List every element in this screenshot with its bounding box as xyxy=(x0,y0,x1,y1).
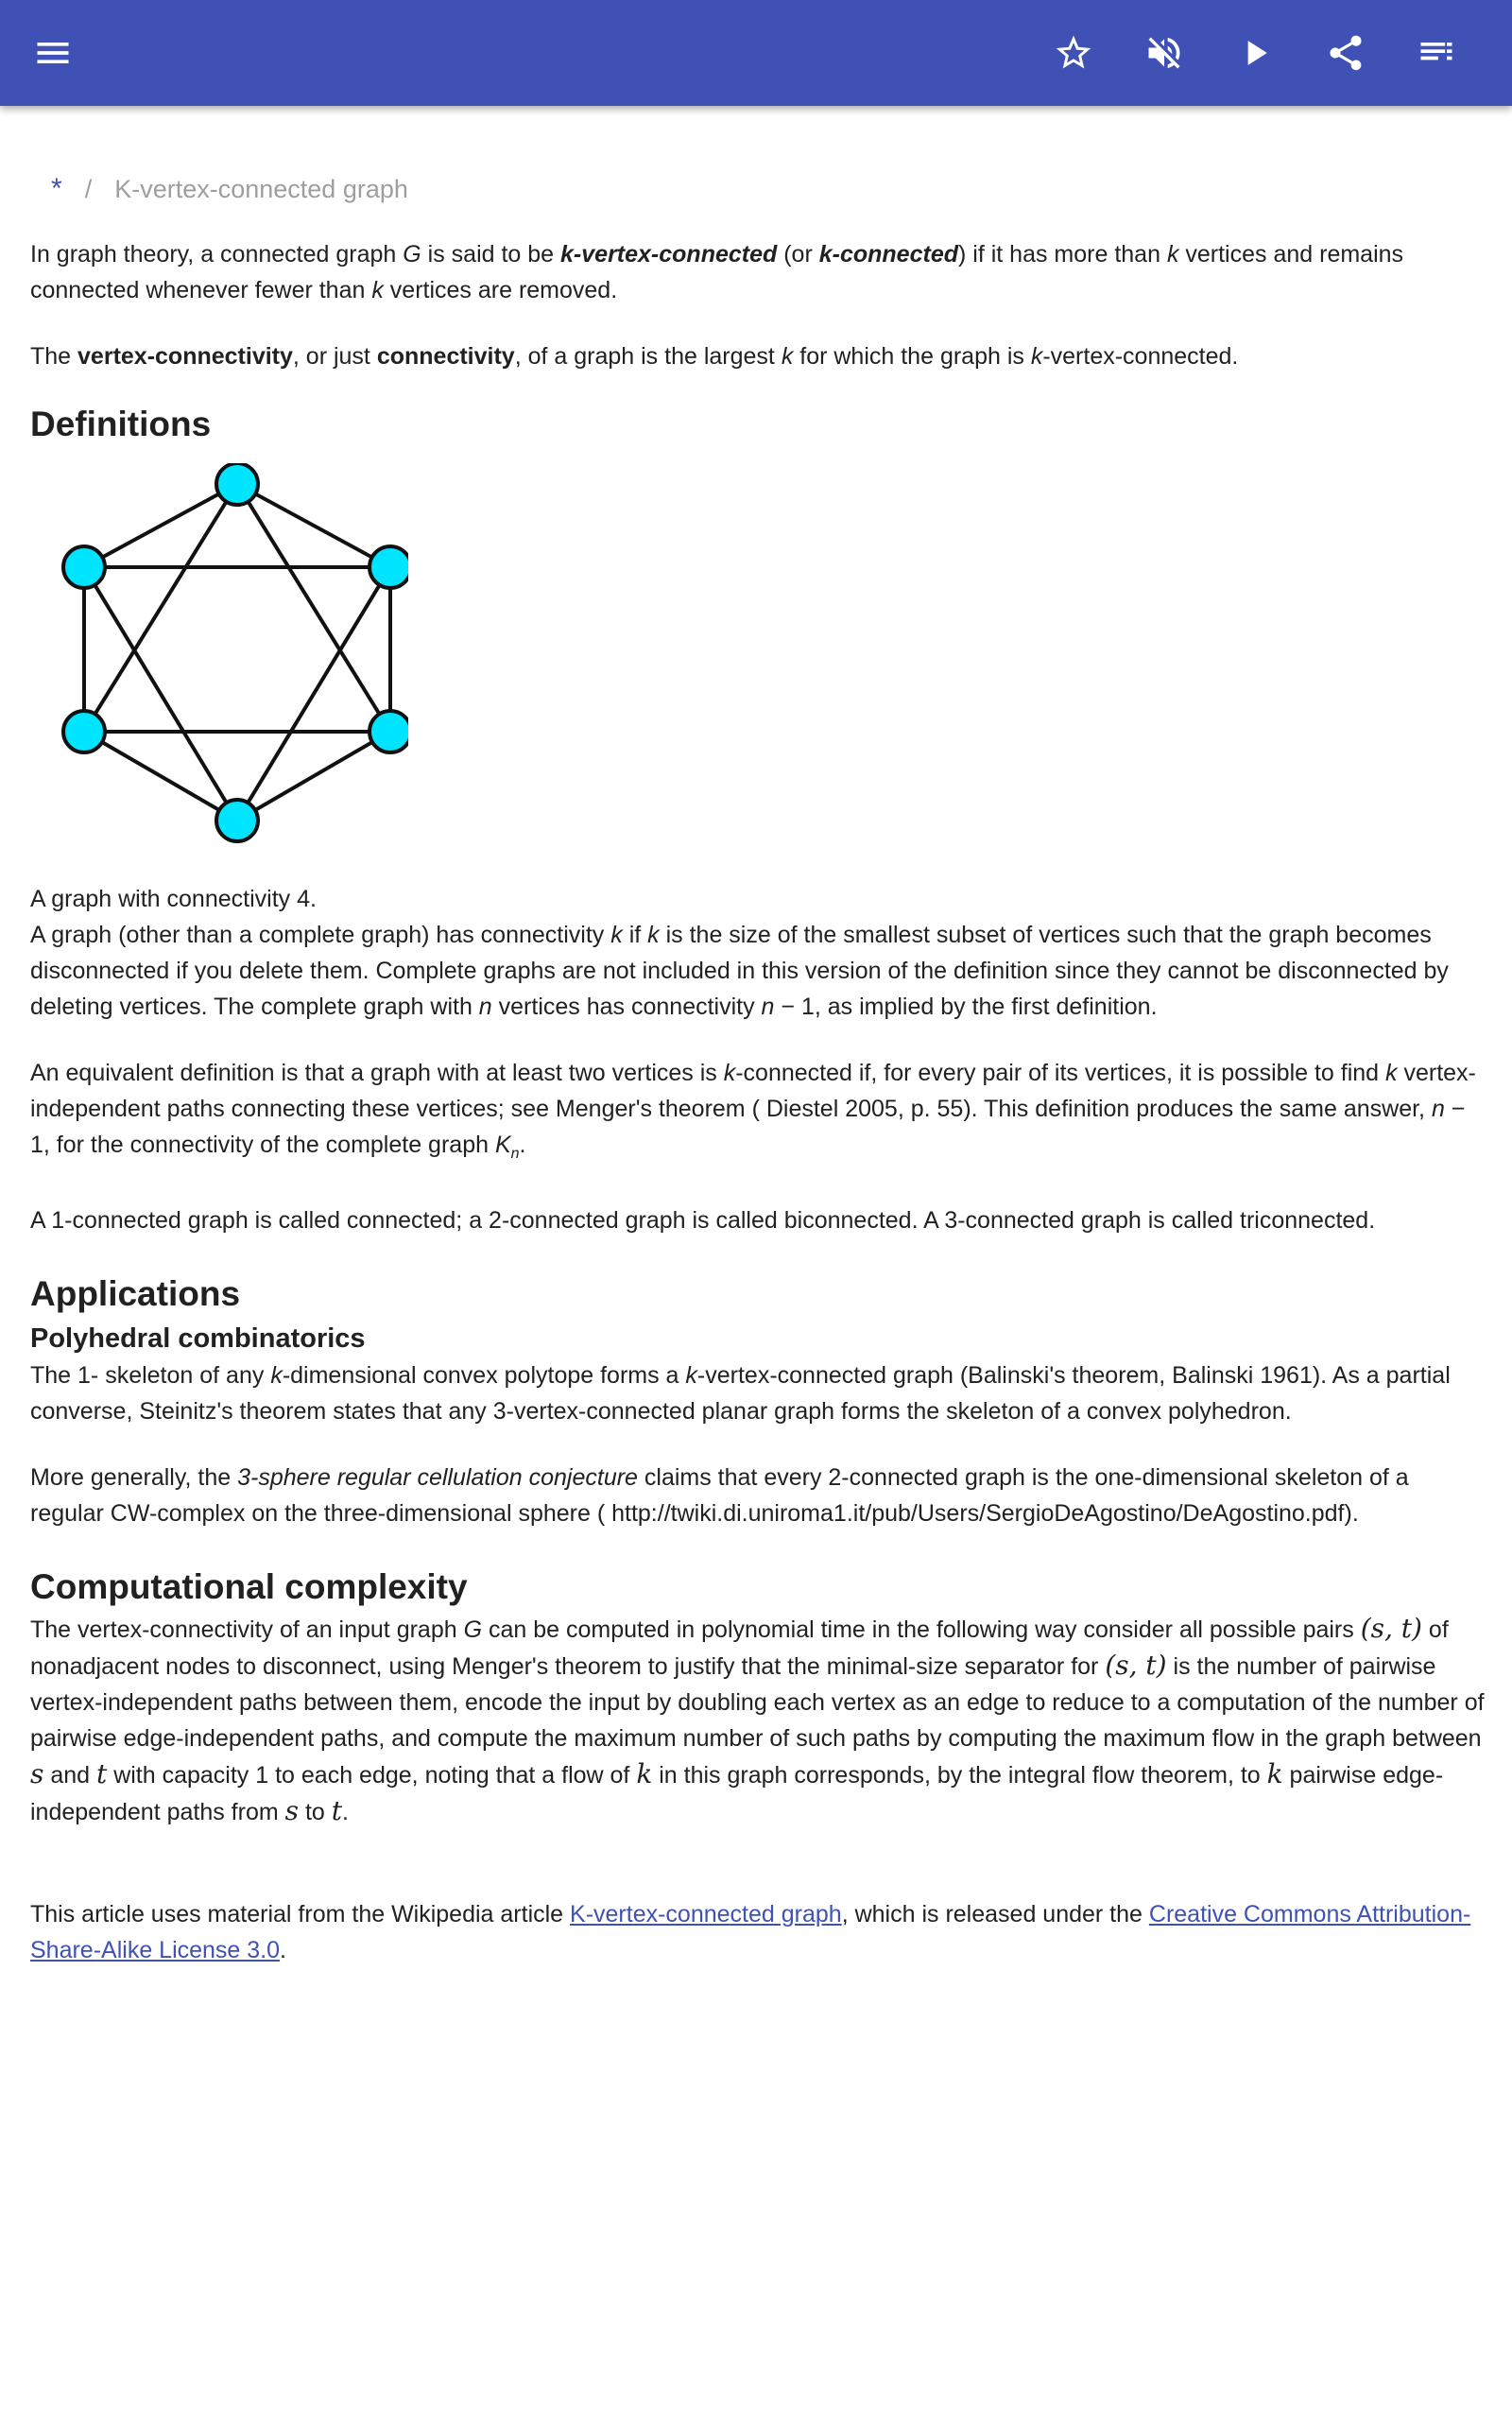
graph-node xyxy=(369,546,408,588)
graph-edge xyxy=(237,732,390,821)
app-bar xyxy=(0,0,1512,106)
graph-node xyxy=(63,711,105,752)
complexity-paragraph: The vertex-connectivity of an input graph G can be computed in polynomial time in the following way consider all possible pairs (s, t) of nonadjacent nodes to disconnect, using Menger's theorem to justify that the minimal-size separator for (s, t) is the number of pairwise vertex-independent paths between them, encode the input by doubling each vertex as an edge to reduce to a computation of the number of pairwise edge-independent paths, and compute the maximum number of such paths by computing the maximum flow in the graph between s and t with capacity 1 to each edge, noting that a flow of k in this graph corresponds, by the integral flow theorem, to k pairwise edge-independent paths from s to t. xyxy=(30,1613,1485,1826)
connectivity-graph-figure[interactable] xyxy=(30,463,408,860)
polyhedral-combinatorics-heading: Polyhedral combinatorics xyxy=(30,1323,366,1354)
definitions-paragraph-1: A graph (other than a complete graph) has connectivity k if k is the size of the smallest subset of vertices such that the graph becomes disconnected if you delete them. Complete graphs are not included in this version of the definition since they cannot be disconnected by deleting vertices. The complete graph with n vertices has connectivity n − 1, as implied by the first definition. xyxy=(30,922,1449,1020)
intro-paragraph-1: In graph theory, a connected graph G is said to be k-vertex-connected (or k-connected) if it has more than k vertices and remains connected whenever fewer than k vertices are removed. xyxy=(30,241,1404,303)
breadcrumb-current: K-vertex-connected graph xyxy=(114,174,408,203)
license-link[interactable]: Creative Commons Attribution-Share-Alike License 3.0 xyxy=(30,1901,1471,1963)
contents-button[interactable] xyxy=(1406,23,1467,83)
graph-node xyxy=(216,800,258,841)
definitions-paragraph-3: A 1-connected graph is called connected; a 2-connected graph is called biconnected. A 3-connected graph is called triconnected. xyxy=(30,1207,1376,1234)
bookmark-button[interactable] xyxy=(1043,23,1104,83)
license-footer: This article uses material from the Wikipedia article K-vertex-connected graph, which is released under the Creative Commons Attribution-Share-Alike License 3.0. xyxy=(30,1901,1471,1963)
graph-node xyxy=(63,546,105,588)
graph-edge xyxy=(84,732,237,821)
graph-edge xyxy=(84,484,237,567)
breadcrumb xyxy=(30,170,1486,208)
graph-edges xyxy=(84,484,390,821)
intro-paragraph-2: The vertex-connectivity, or just connectivity, of a graph is the largest k for which the graph is k-vertex-connected. xyxy=(30,343,1239,370)
share-icon xyxy=(1325,32,1366,74)
play-button[interactable] xyxy=(1225,23,1285,83)
breadcrumb-separator: / xyxy=(84,174,93,203)
applications-paragraph-1: The 1- skeleton of any k-dimensional convex polytope forms a k-vertex-connected graph (Balinski's theorem, Balinski 1961). As a partial converse, Steinitz's theorem states that any 3-vertex-connected planar graph forms the skeleton of a convex polyhedron. xyxy=(30,1362,1451,1425)
menu-icon xyxy=(32,32,74,74)
volume-off-icon xyxy=(1143,32,1185,74)
menu-button[interactable] xyxy=(23,23,83,83)
applications-paragraph-2: More generally, the 3-sphere regular cellulation conjecture claims that every 2-connected graph is the one-dimensional skeleton of a regular CW-complex on the three-dimensional sphere ( http://twiki.di.uniroma1.it/pub/Users/SergioDeAgostino/DeAgostino.pdf). xyxy=(30,1464,1409,1527)
graph-node xyxy=(216,463,258,505)
graph-edge xyxy=(237,484,390,567)
article xyxy=(30,106,1486,1968)
graph-node xyxy=(369,711,408,752)
wikipedia-article-link[interactable]: K-vertex-connected graph xyxy=(570,1901,842,1927)
mute-button[interactable] xyxy=(1134,23,1194,83)
breadcrumb-home-link[interactable]: * xyxy=(51,173,62,204)
play-icon xyxy=(1234,32,1276,74)
star-outline-icon xyxy=(1053,32,1094,74)
graph-nodes xyxy=(63,463,408,841)
definitions-heading: Definitions xyxy=(30,405,212,443)
playlist-icon xyxy=(1416,32,1457,74)
definitions-paragraph-2: An equivalent definition is that a graph with at least two vertices is k-connected if, for every pair of its vertices, it is possible to find k vertex-independent paths connecting these vertices; see Menger's theorem ( Diestel 2005, p. 55). This definition produces the same answer, n − 1, for the connectivity of the complete graph $K_n$. xyxy=(30,1060,1476,1162)
figure-caption: A graph with connectivity 4. xyxy=(30,886,317,912)
computational-complexity-heading: Computational complexity xyxy=(30,1567,468,1606)
applications-heading: Applications xyxy=(30,1274,241,1313)
share-button[interactable] xyxy=(1315,23,1376,83)
